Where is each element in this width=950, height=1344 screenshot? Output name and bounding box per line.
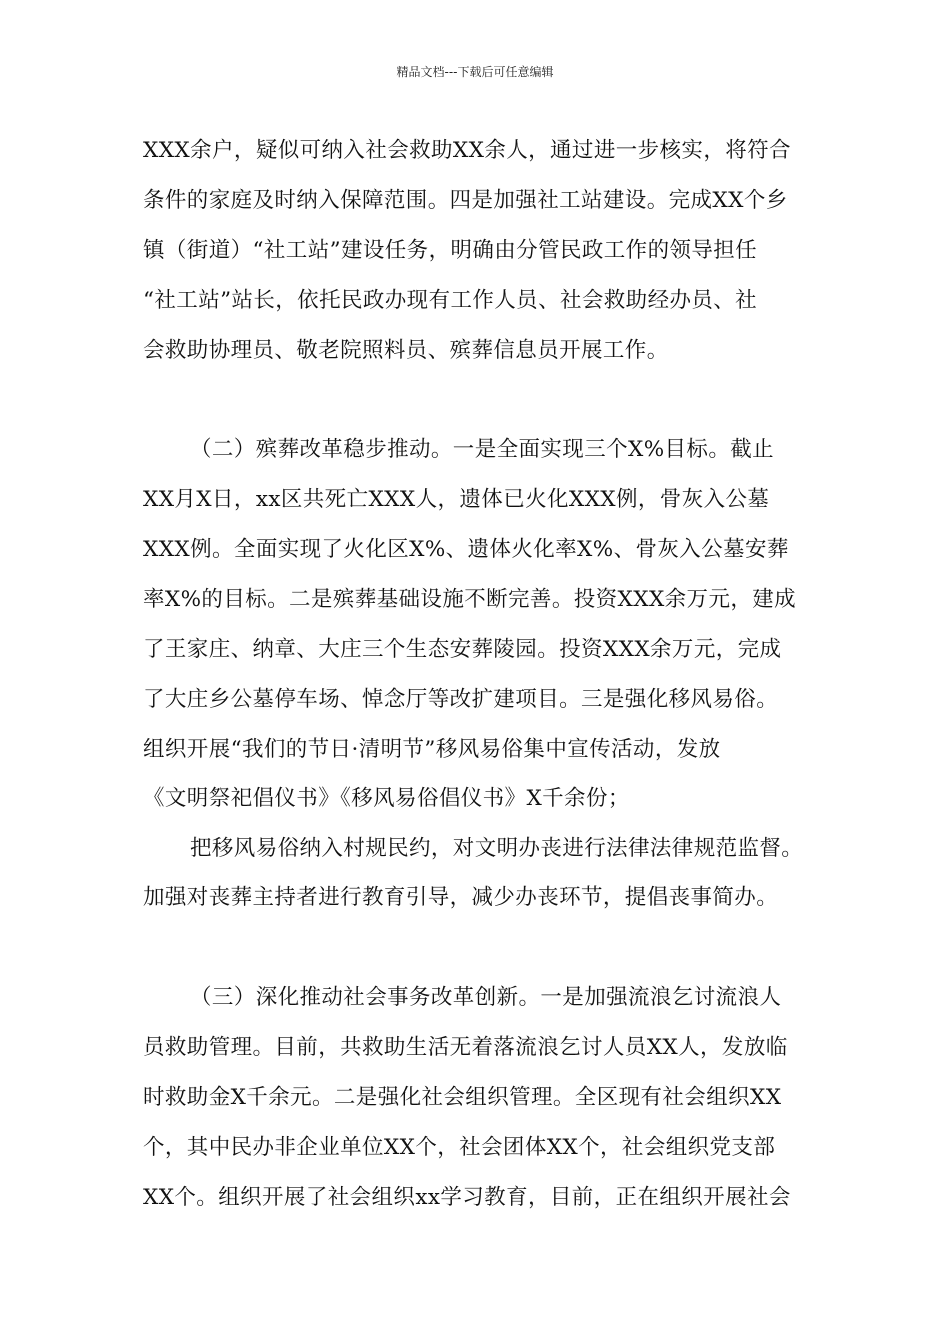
body-line: 会救助协理员、敬老院照料员、殡葬信息员开展工作。 <box>143 338 669 363</box>
body-line: XX个。组织开展了社会组织xx学习教育，目前，正在组织开展社会 <box>143 1185 791 1210</box>
section-heading-line: （二）殡葬改革稳步推动。一是全面实现三个X%目标。截止 <box>190 437 775 462</box>
body-line: 条件的家庭及时纳入保障范围。四是加强社工站建设。完成XX个乡 <box>143 188 788 213</box>
body-line: 时救助金X千余元。二是强化社会组织管理。全区现有社会组织XX <box>143 1085 782 1110</box>
body-line: XXX例。全面实现了火化区X%、遗体火化率X%、骨灰入公墓安葬 <box>143 537 789 562</box>
body-line: 组织开展“我们的节日·清明节”移风易俗集中宣传活动，发放 <box>143 737 721 762</box>
body-line: 率X%的目标。二是殡葬基础设施不断完善。投资XXX余万元，建成 <box>143 587 797 612</box>
section-heading-line: （三）深化推动社会事务改革创新。一是加强流浪乞讨流浪人 <box>190 985 782 1010</box>
page-header: 精品文档---下载后可任意编辑 <box>396 65 554 79</box>
body-line: 镇（街道）“社工站”建设任务，明确由分管民政工作的领导担任 <box>143 238 758 263</box>
body-line: 个，其中民办非企业单位XX个，社会团体XX个，社会组织党支部 <box>143 1135 776 1160</box>
body-line: “社工站”站长，依托民政办现有工作人员、社会救助经办员、社 <box>143 288 758 313</box>
body-line: 加强对丧葬主持者进行教育引导，减少办丧环节，提倡丧事简办。 <box>143 885 779 910</box>
body-line: 了王家庄、纳章、大庄三个生态安葬陵园。投资XXX余万元，完成 <box>143 637 782 662</box>
body-line: 《文明祭祀倡仪书》《移风易俗倡仪书》X千余份； <box>143 786 630 811</box>
body-line: 了大庄乡公墓停车场、悼念厅等改扩建项目。三是强化移风易俗。 <box>143 687 779 712</box>
body-line: 把移风易俗纳入村规民约，对文明办丧进行法律法律规范监督。 <box>190 836 804 861</box>
body-line: XX月X日，xx区共死亡XXX人，遗体已火化XXX例，骨灰入公墓 <box>143 487 770 512</box>
body-line: 员救助管理。目前，共救助生活无着落流浪乞讨人员XX人，发放临 <box>143 1035 788 1060</box>
body-line: XXX余户，疑似可纳入社会救助XX余人，通过进一步核实，将符合 <box>143 138 791 163</box>
